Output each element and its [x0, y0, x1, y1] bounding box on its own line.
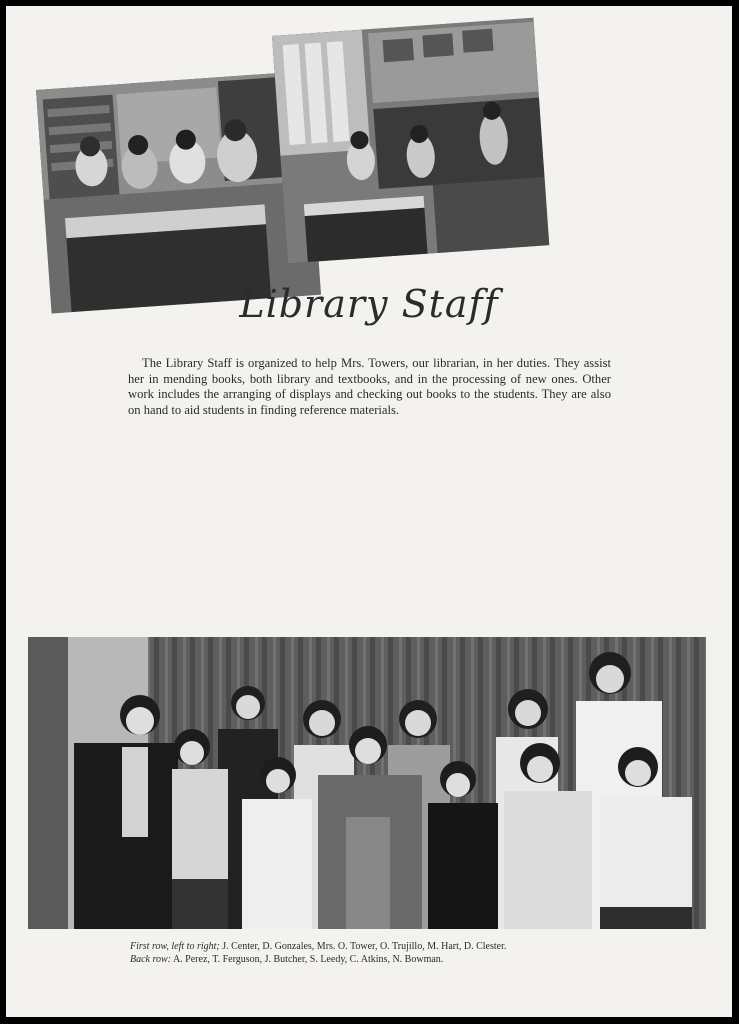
caption-first-row	[130, 941, 650, 954]
caption-back-row-label: Back row:	[130, 953, 172, 965]
intro-paragraph: The Library Staff is organized to help Mrs. Towers, our librarian, in her duties. They assist her in mending books, both library and textbooks, and in the processing of new ones. Other work includes the arranging of displays and checking out books to the students. They are also on hand to aid students in finding reference materials.	[128, 356, 611, 417]
caption-first-row-label: First row, left to right;	[130, 941, 220, 952]
page-title: Library Staff	[239, 282, 499, 326]
caption-back-row	[130, 954, 650, 967]
group-photo-image	[28, 637, 706, 929]
library-photo-right	[272, 18, 549, 264]
caption-back-row-names: A. Perez, T. Ferguson, J. Butcher, S. Leedy, C. Atkins, N. Bowman.	[171, 953, 444, 965]
yearbook-page	[6, 6, 732, 1017]
group-photo	[28, 637, 706, 929]
caption-first-row-names: J. Center, D. Gonzales, Mrs. O. Tower, O. Trujillo, M. Hart, D. Clester.	[219, 941, 507, 952]
photo-caption	[130, 941, 650, 966]
library-photo-right-image	[272, 18, 549, 264]
